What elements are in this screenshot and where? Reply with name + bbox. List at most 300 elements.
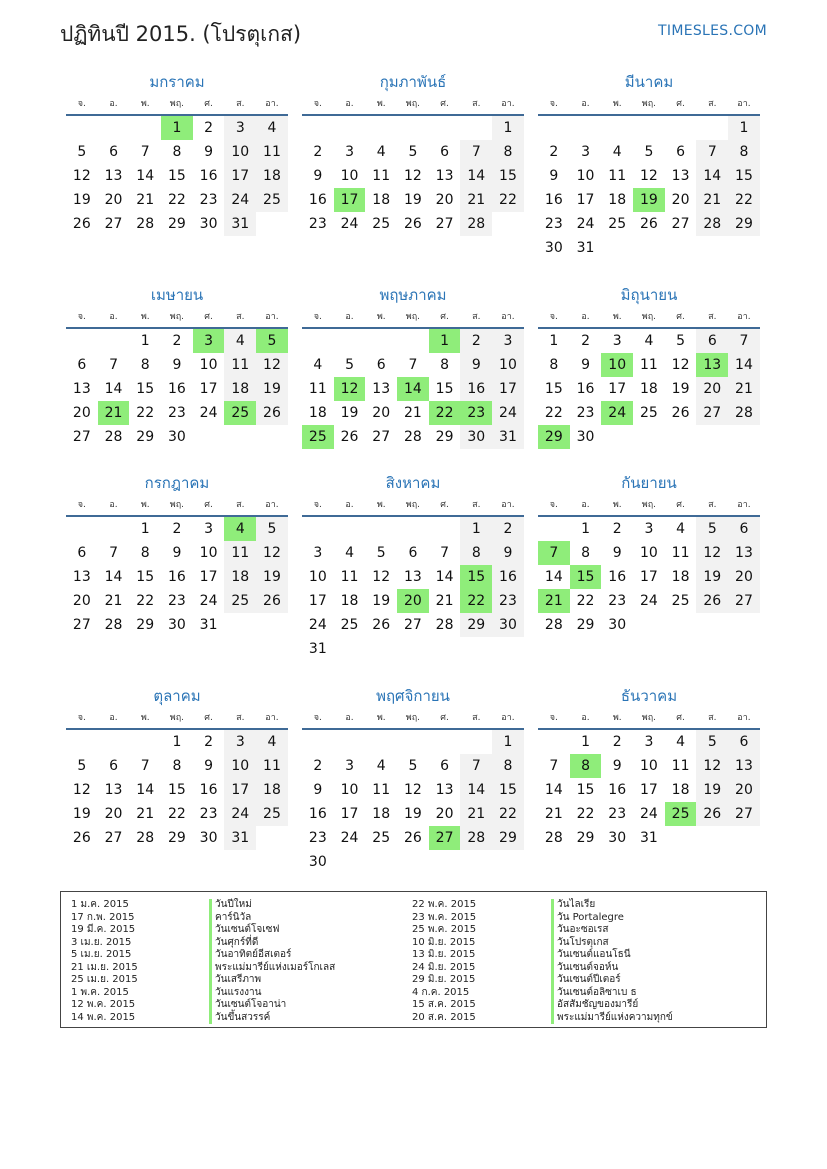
day-cell: 23 bbox=[608, 806, 627, 822]
day-cell: 27 bbox=[104, 216, 123, 232]
holiday-day-cell: 25 bbox=[665, 802, 697, 826]
day-cell: 2 bbox=[581, 333, 590, 349]
holiday-date: 10 มิ.ย. 2015 bbox=[412, 936, 476, 948]
day-cell: 14 bbox=[435, 569, 454, 585]
day-cell: 13 bbox=[72, 381, 91, 397]
day-cell: 23 bbox=[308, 216, 327, 232]
day-cell: 13 bbox=[728, 754, 760, 778]
day-cell: 9 bbox=[492, 541, 524, 565]
day-cell: 28 bbox=[460, 212, 492, 236]
holiday-day-cell: 24 bbox=[601, 401, 633, 425]
day-cell: 13 bbox=[72, 569, 91, 585]
day-cell: 22 bbox=[492, 802, 524, 826]
day-cell: 25 bbox=[256, 188, 288, 212]
day-cell: 23 bbox=[199, 806, 218, 822]
weekday-label: พ. bbox=[612, 312, 622, 322]
day-cell: 4 bbox=[644, 333, 654, 349]
day-cell: 28 bbox=[696, 212, 728, 236]
day-cell: 26 bbox=[372, 617, 391, 633]
day-cell: 21 bbox=[728, 377, 760, 401]
day-cell: 29 bbox=[728, 212, 760, 236]
empty-cell bbox=[397, 329, 429, 353]
empty-cell bbox=[460, 116, 492, 140]
empty-cell bbox=[98, 329, 130, 353]
empty-cell bbox=[601, 116, 633, 140]
day-cell: 18 bbox=[224, 565, 256, 589]
day-cell: 24 bbox=[639, 593, 658, 609]
day-cell: 20 bbox=[435, 806, 454, 822]
weekday-label: พ. bbox=[612, 99, 622, 109]
day-cell: 13 bbox=[372, 381, 391, 397]
day-cell: 13 bbox=[403, 569, 422, 585]
day-cell: 31 bbox=[639, 830, 658, 846]
day-cell: 27 bbox=[728, 589, 760, 613]
day-cell: 26 bbox=[696, 589, 728, 613]
day-cell: 17 bbox=[639, 782, 658, 798]
empty-cell bbox=[397, 517, 429, 541]
day-cell: 18 bbox=[608, 192, 627, 208]
month-name: พฤษภาคม bbox=[379, 286, 447, 304]
empty-cell bbox=[334, 329, 366, 353]
holiday-day-cell: 23 bbox=[460, 401, 492, 425]
day-cell: 11 bbox=[224, 541, 256, 565]
day-cell: 12 bbox=[72, 168, 91, 184]
empty-cell bbox=[429, 730, 461, 754]
day-cell: 12 bbox=[256, 353, 288, 377]
day-cell: 3 bbox=[644, 521, 654, 537]
day-cell: 24 bbox=[639, 806, 658, 822]
holiday-day-cell: 15 bbox=[460, 565, 492, 589]
holiday-date: 5 เม.ย. 2015 bbox=[71, 949, 132, 960]
empty-cell bbox=[365, 116, 397, 140]
weekday-header bbox=[302, 94, 524, 116]
empty-cell bbox=[429, 116, 461, 140]
weekday-label: พ. bbox=[612, 500, 622, 510]
day-cell: 23 bbox=[608, 593, 627, 609]
day-cell: 1 bbox=[581, 521, 590, 537]
day-cell: 12 bbox=[696, 541, 728, 565]
holiday-name: วันขึ้นสวรรค์ bbox=[209, 1012, 335, 1025]
day-cell: 26 bbox=[671, 405, 690, 421]
day-cell: 12 bbox=[639, 168, 658, 184]
month-name: สิงหาคม bbox=[385, 474, 441, 492]
day-cell: 13 bbox=[728, 541, 760, 565]
day-cell: 30 bbox=[199, 216, 218, 232]
holiday-day-cell: 8 bbox=[570, 754, 602, 778]
day-cell: 10 bbox=[340, 782, 359, 798]
empty-cell bbox=[570, 116, 602, 140]
day-cell: 22 bbox=[167, 806, 186, 822]
day-cell: 1 bbox=[460, 517, 492, 541]
day-cell: 2 bbox=[204, 120, 214, 136]
day-cell: 23 bbox=[167, 593, 186, 609]
day-cell: 7 bbox=[109, 545, 118, 561]
holiday-date: 21 เม.ย. 2015 bbox=[71, 961, 138, 973]
day-cell: 27 bbox=[696, 401, 728, 425]
day-cell: 17 bbox=[492, 377, 524, 401]
weekday-header bbox=[302, 307, 524, 329]
day-cell: 27 bbox=[72, 429, 91, 445]
weekday-label: อ. bbox=[345, 312, 354, 322]
day-cell: 16 bbox=[308, 192, 327, 208]
weekday-label: ศ. bbox=[440, 500, 449, 510]
day-cell: 20 bbox=[104, 806, 123, 822]
weekday-label: ส. bbox=[472, 713, 481, 723]
day-cell: 3 bbox=[581, 144, 590, 160]
day-cell: 25 bbox=[671, 593, 690, 609]
weekday-label: อา. bbox=[737, 99, 751, 109]
page-title: ปฏิทินปี 2015. (โปรตุเกส) bbox=[60, 22, 302, 46]
empty-cell bbox=[397, 730, 429, 754]
day-cell: 1 bbox=[492, 116, 524, 140]
day-cell: 15 bbox=[492, 778, 524, 802]
day-cell: 1 bbox=[172, 734, 182, 750]
day-cell: 10 bbox=[340, 168, 359, 184]
day-cell: 19 bbox=[696, 565, 728, 589]
weekday-header bbox=[302, 495, 524, 517]
day-cell: 22 bbox=[576, 593, 595, 609]
empty-cell bbox=[633, 116, 665, 140]
day-cell: 25 bbox=[340, 617, 359, 633]
day-cell: 1 bbox=[140, 521, 150, 537]
holiday-date: 23 พ.ค. 2015 bbox=[412, 911, 477, 923]
holiday-day-cell: 1 bbox=[161, 116, 193, 140]
month-calendar bbox=[302, 471, 524, 661]
month-calendar bbox=[538, 283, 760, 449]
weekday-label: อา. bbox=[737, 500, 751, 510]
holiday-day-cell: 14 bbox=[397, 377, 429, 401]
day-cell: 17 bbox=[199, 381, 218, 397]
holiday-date: 4 ก.ค. 2015 bbox=[412, 986, 470, 998]
empty-cell bbox=[538, 517, 570, 541]
day-cell: 30 bbox=[544, 240, 563, 256]
day-cell: 30 bbox=[460, 425, 492, 449]
weekday-label: จ. bbox=[313, 500, 322, 510]
day-cell: 21 bbox=[460, 802, 492, 826]
holiday-name: วันอะซอเรส bbox=[551, 924, 673, 937]
holiday-date: 1 ม.ค. 2015 bbox=[71, 899, 129, 910]
holiday-date: 24 มิ.ย. 2015 bbox=[412, 961, 476, 973]
day-cell: 5 bbox=[696, 517, 728, 541]
day-cell: 20 bbox=[728, 778, 760, 802]
weekday-label: พฤ. bbox=[641, 99, 657, 109]
day-cell: 10 bbox=[224, 754, 256, 778]
day-cell: 6 bbox=[109, 758, 118, 774]
month-name: กรกฎาคม bbox=[144, 474, 210, 492]
day-cell: 25 bbox=[224, 589, 256, 613]
day-cell: 1 bbox=[492, 730, 524, 754]
day-cell: 2 bbox=[612, 734, 622, 750]
weekday-label: ศ. bbox=[204, 500, 213, 510]
weekday-label: อา. bbox=[265, 500, 279, 510]
day-cell: 6 bbox=[408, 545, 418, 561]
day-cell: 16 bbox=[608, 782, 627, 798]
day-cell: 5 bbox=[376, 545, 386, 561]
holiday-name: อัสสัมชัญของมารีย์ bbox=[551, 999, 673, 1012]
day-cell: 24 bbox=[340, 216, 359, 232]
day-cell: 9 bbox=[549, 168, 559, 184]
weekday-label: อ. bbox=[581, 312, 590, 322]
day-cell: 23 bbox=[308, 830, 327, 846]
brand-link[interactable]: TIMESLES.COM bbox=[658, 23, 767, 39]
day-cell: 26 bbox=[72, 830, 91, 846]
day-cell: 7 bbox=[109, 357, 118, 373]
month-calendar bbox=[302, 70, 524, 236]
month-name: ตุลาคม bbox=[153, 687, 201, 705]
day-cell: 5 bbox=[77, 758, 87, 774]
empty-cell bbox=[129, 116, 161, 140]
holiday-day-cell: 21 bbox=[98, 401, 130, 425]
day-cell: 29 bbox=[435, 429, 454, 445]
day-cell: 11 bbox=[639, 357, 658, 373]
holiday-name: วันโปรตุเกส bbox=[551, 937, 673, 950]
holiday-date: 20 ส.ค. 2015 bbox=[412, 1011, 476, 1023]
day-cell: 24 bbox=[576, 216, 595, 232]
holiday-day-cell: 4 bbox=[224, 517, 256, 541]
day-cell: 11 bbox=[256, 754, 288, 778]
empty-cell bbox=[334, 116, 366, 140]
day-cell: 4 bbox=[313, 357, 323, 373]
weekday-header bbox=[538, 495, 760, 517]
day-cell: 24 bbox=[199, 593, 218, 609]
weekday-label: อา. bbox=[501, 99, 515, 109]
holiday-name: พระแม่มารีย์แห่งเมอร์โกเลส bbox=[209, 962, 335, 975]
holiday-day-cell: 22 bbox=[460, 589, 492, 613]
day-cell: 21 bbox=[460, 188, 492, 212]
weekday-label: จ. bbox=[549, 713, 558, 723]
day-cell: 19 bbox=[72, 806, 91, 822]
day-cell: 4 bbox=[612, 144, 622, 160]
month-name: มกราคม bbox=[149, 73, 205, 91]
weekday-label: ศ. bbox=[676, 713, 685, 723]
month-calendar bbox=[538, 70, 760, 260]
weekday-label: พ. bbox=[376, 99, 386, 109]
weekday-label: จ. bbox=[77, 713, 86, 723]
empty-cell bbox=[334, 517, 366, 541]
day-cell: 12 bbox=[403, 168, 422, 184]
day-cell: 9 bbox=[172, 545, 182, 561]
holiday-name: วันเซนต์โจอาน่า bbox=[209, 999, 335, 1012]
holiday-name: วันเสรีภาพ bbox=[209, 974, 335, 987]
day-cell: 24 bbox=[224, 802, 256, 826]
day-cell: 18 bbox=[671, 782, 690, 798]
day-cell: 7 bbox=[549, 758, 559, 774]
weekday-header bbox=[302, 708, 524, 730]
weekday-header bbox=[538, 708, 760, 730]
day-grid bbox=[302, 116, 524, 236]
day-cell: 28 bbox=[136, 216, 155, 232]
day-cell: 3 bbox=[313, 545, 323, 561]
empty-cell bbox=[538, 116, 570, 140]
day-cell: 1 bbox=[140, 333, 150, 349]
holiday-name: คาร์นิวัล bbox=[209, 912, 335, 925]
weekday-label: จ. bbox=[549, 99, 558, 109]
day-cell: 12 bbox=[256, 541, 288, 565]
day-cell: 24 bbox=[199, 405, 218, 421]
day-cell: 21 bbox=[435, 593, 454, 609]
day-cell: 27 bbox=[671, 216, 690, 232]
day-cell: 28 bbox=[435, 617, 454, 633]
day-cell: 4 bbox=[256, 116, 288, 140]
weekday-label: ส. bbox=[236, 312, 245, 322]
day-cell: 28 bbox=[136, 830, 155, 846]
day-cell: 13 bbox=[104, 782, 123, 798]
holiday-date: 1 พ.ค. 2015 bbox=[71, 986, 129, 998]
weekday-header bbox=[538, 307, 760, 329]
weekday-label: พฤ. bbox=[169, 713, 185, 723]
weekday-label: ส. bbox=[236, 500, 245, 510]
holiday-date: 25 พ.ค. 2015 bbox=[412, 924, 477, 935]
day-cell: 15 bbox=[728, 164, 760, 188]
day-cell: 5 bbox=[77, 144, 87, 160]
day-cell: 10 bbox=[639, 758, 658, 774]
day-cell: 27 bbox=[403, 617, 422, 633]
holiday-date: 13 มิ.ย. 2015 bbox=[412, 949, 476, 960]
day-cell: 9 bbox=[172, 357, 182, 373]
weekday-label: พฤ. bbox=[405, 99, 421, 109]
day-cell: 28 bbox=[104, 429, 123, 445]
day-cell: 24 bbox=[340, 830, 359, 846]
day-grid bbox=[538, 116, 760, 260]
day-cell: 19 bbox=[671, 381, 690, 397]
weekday-label: พ. bbox=[612, 713, 622, 723]
day-cell: 11 bbox=[671, 758, 690, 774]
day-grid bbox=[302, 329, 524, 449]
empty-cell bbox=[538, 730, 570, 754]
weekday-header bbox=[66, 708, 288, 730]
day-cell: 18 bbox=[256, 778, 288, 802]
day-cell: 19 bbox=[256, 565, 288, 589]
day-cell: 21 bbox=[696, 188, 728, 212]
day-cell: 20 bbox=[104, 192, 123, 208]
day-cell: 14 bbox=[728, 353, 760, 377]
weekday-label: จ. bbox=[77, 99, 86, 109]
holiday-date: 22 พ.ค. 2015 bbox=[412, 899, 477, 910]
empty-cell bbox=[98, 116, 130, 140]
day-cell: 19 bbox=[696, 778, 728, 802]
day-cell: 9 bbox=[460, 353, 492, 377]
day-cell: 27 bbox=[372, 429, 391, 445]
day-cell: 13 bbox=[435, 782, 454, 798]
day-cell: 16 bbox=[460, 377, 492, 401]
day-cell: 11 bbox=[372, 168, 391, 184]
day-grid bbox=[66, 730, 288, 850]
holiday-day-cell: 15 bbox=[570, 565, 602, 589]
day-cell: 3 bbox=[345, 758, 354, 774]
weekday-label: จ. bbox=[77, 500, 86, 510]
day-cell: 25 bbox=[639, 405, 658, 421]
day-cell: 15 bbox=[435, 381, 454, 397]
holiday-name: วันเซนต์แอนโธนี bbox=[551, 949, 673, 962]
empty-cell bbox=[98, 517, 130, 541]
weekday-label: พฤ. bbox=[641, 500, 657, 510]
day-cell: 12 bbox=[696, 754, 728, 778]
day-cell: 3 bbox=[204, 521, 214, 537]
weekday-label: จ. bbox=[549, 312, 558, 322]
day-cell: 8 bbox=[549, 357, 559, 373]
day-cell: 24 bbox=[492, 401, 524, 425]
holiday-day-cell: 29 bbox=[538, 425, 570, 449]
month-calendar bbox=[66, 283, 288, 449]
day-cell: 7 bbox=[460, 140, 492, 164]
day-cell: 17 bbox=[608, 381, 627, 397]
weekday-label: อ. bbox=[345, 500, 354, 510]
day-cell: 23 bbox=[199, 192, 218, 208]
day-cell: 26 bbox=[403, 830, 422, 846]
empty-cell bbox=[665, 116, 697, 140]
day-cell: 11 bbox=[372, 782, 391, 798]
day-cell: 16 bbox=[167, 569, 186, 585]
day-cell: 31 bbox=[492, 425, 524, 449]
day-cell: 12 bbox=[72, 782, 91, 798]
day-cell: 22 bbox=[136, 593, 155, 609]
day-cell: 4 bbox=[376, 144, 386, 160]
day-cell: 14 bbox=[696, 164, 728, 188]
day-cell: 18 bbox=[256, 164, 288, 188]
weekday-header bbox=[66, 94, 288, 116]
day-cell: 15 bbox=[544, 381, 563, 397]
empty-cell bbox=[696, 116, 728, 140]
empty-cell bbox=[129, 730, 161, 754]
day-cell: 29 bbox=[460, 613, 492, 637]
day-cell: 22 bbox=[728, 188, 760, 212]
day-cell: 10 bbox=[492, 353, 524, 377]
day-cell: 28 bbox=[544, 830, 563, 846]
weekday-label: อา. bbox=[501, 312, 515, 322]
weekday-label: ศ. bbox=[204, 312, 213, 322]
day-cell: 25 bbox=[372, 830, 391, 846]
day-cell: 11 bbox=[224, 353, 256, 377]
day-cell: 6 bbox=[696, 329, 728, 353]
day-cell: 14 bbox=[544, 782, 563, 798]
day-cell: 8 bbox=[460, 541, 492, 565]
empty-cell bbox=[365, 329, 397, 353]
holiday-name: วันศุกร์ที่ดี bbox=[209, 937, 335, 950]
day-cell: 26 bbox=[403, 216, 422, 232]
day-cell: 17 bbox=[224, 778, 256, 802]
weekday-label: จ. bbox=[313, 312, 322, 322]
day-cell: 18 bbox=[372, 192, 391, 208]
day-cell: 27 bbox=[72, 617, 91, 633]
holiday-name: วันเซนต์จอห์น bbox=[551, 962, 673, 975]
day-cell: 9 bbox=[612, 758, 622, 774]
day-cell: 14 bbox=[104, 381, 123, 397]
empty-cell bbox=[302, 517, 334, 541]
day-cell: 31 bbox=[224, 826, 256, 850]
day-cell: 20 bbox=[372, 405, 391, 421]
day-cell: 8 bbox=[728, 140, 760, 164]
day-cell: 14 bbox=[104, 569, 123, 585]
holiday-day-cell: 13 bbox=[696, 353, 728, 377]
day-cell: 6 bbox=[676, 144, 686, 160]
holiday-day-cell: 3 bbox=[193, 329, 225, 353]
day-cell: 30 bbox=[167, 429, 186, 445]
holiday-date: 19 มี.ค. 2015 bbox=[71, 924, 136, 935]
holiday-day-cell: 25 bbox=[302, 425, 334, 449]
holiday-day-cell: 10 bbox=[601, 353, 633, 377]
day-cell: 21 bbox=[104, 593, 123, 609]
empty-cell bbox=[66, 730, 98, 754]
empty-cell bbox=[66, 329, 98, 353]
holiday-day-cell: 25 bbox=[224, 401, 256, 425]
day-grid bbox=[66, 329, 288, 449]
day-cell: 13 bbox=[671, 168, 690, 184]
weekday-label: ส. bbox=[472, 312, 481, 322]
weekday-label: ศ. bbox=[440, 312, 449, 322]
day-cell: 27 bbox=[435, 216, 454, 232]
holiday-day-cell: 5 bbox=[256, 329, 288, 353]
day-cell: 26 bbox=[696, 802, 728, 826]
